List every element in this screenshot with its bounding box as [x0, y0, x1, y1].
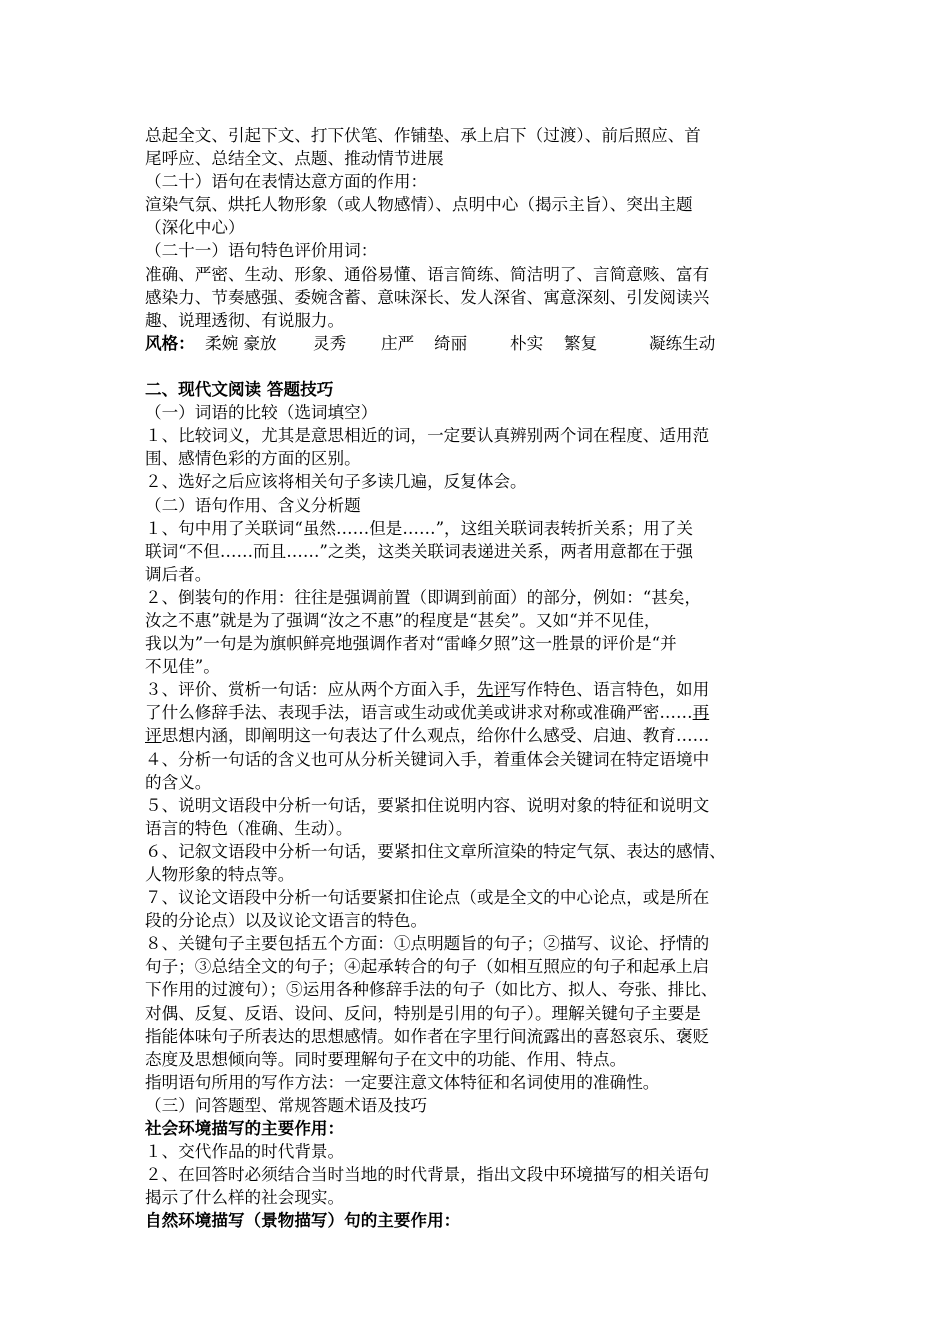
text-line: １、比较词义，尤其是意思相近的词，一定要认真辨别两个词在程度、适用范 [145, 426, 710, 446]
section-heading: 二、现代文阅读 答题技巧 [145, 380, 334, 400]
text-line: 不见佳”。 [145, 657, 220, 677]
text-line: 的含义。 [145, 772, 212, 792]
text-line: ２、在回答时必须结合当时当地的时代背景，指出文段中环境描写的相关语句 [145, 1165, 710, 1185]
text-line: ５、说明文语段中分析一句话，要紧扣住说明内容、说明对象的特征和说明文 [145, 795, 710, 815]
text-line: （二）语句作用、含义分析题 [145, 495, 361, 515]
text-line: 趣、说理透彻、有说服力。 [145, 310, 345, 330]
text-line: 总起全文、引起下文、打下伏笔、作铺垫、承上启下（过渡）、前后照应、首 [145, 126, 701, 145]
text-line: 段的分论点）以及议论文语言的特色。 [145, 911, 428, 931]
text-line: 下作用的过渡句）；⑤运用各种修辞手法的句子（如比方、拟人、夸张、排比、 [145, 980, 718, 1000]
style-word: 繁复 [564, 333, 598, 353]
text-line: 指明语句所用的写作方法：一定要注意文体特征和名词使用的准确性。 [145, 1072, 660, 1092]
style-word: 凝练生动 [649, 333, 716, 353]
text-line: 汝之不惠”就是为了强调“汝之不惠”的程度是“甚矣”。又如“并不见佳， [145, 610, 661, 630]
text-line: （二十一）语句特色评价用词： [145, 241, 378, 261]
text-line: ７、议论文语段中分析一句话要紧扣住论点（或是全文的中心论点，或是所在 [145, 888, 710, 908]
text-line: 我以为”一句是为旗帜鲜亮地强调作者对“雷峰夕照”这一胜景的评价是“并 [145, 634, 677, 654]
text-line: 对偶、反复、反语、设问、反问，特别是引用的句子）。理解关键句子主要是 [145, 1003, 701, 1023]
underlined-text: 先评 [476, 680, 511, 700]
text-run: 思想内涵，即阐明这一句表达了什么观点，给你什么感受、启迪、教育…… [161, 726, 710, 746]
text-line: （深化中心） [145, 218, 245, 238]
text-line: 感染力、节奏感强、委婉含蓄、意味深长、发人深省、寓意深刻、引发阅读兴 [145, 287, 710, 307]
text-run: ３、评价、赏析一句话：应从两个方面入手， [145, 680, 477, 700]
text-run: 了什么修辞手法、表现手法，语言或生动或优美或讲求对称或准确严密…… [145, 703, 693, 723]
intro-paragraphs [145, 124, 813, 332]
underlined-text: 再 [692, 703, 710, 723]
text-line: 联词“不但……而且……”之类，这类关联词表递进关系，两者用意都在于强 [145, 541, 693, 561]
text-line: １、交代作品的时代背景。 [145, 1142, 345, 1162]
style-word: 灵秀 [313, 333, 347, 353]
text-line: 句子；③总结全文的句子；④起承转合的句子（如相互照应的句子和起承上启 [145, 957, 710, 977]
style-row [145, 332, 813, 355]
text-line: （一）词语的比较（选词填空） [145, 403, 378, 423]
text-line: 尾呼应、总结全文、点题、推动情节进展 [145, 149, 444, 169]
text-run: 写作特色、语言特色，如用 [510, 680, 710, 700]
text-line: 围、感情色彩的方面的区别。 [145, 449, 361, 469]
subsection-heading: 自然环境描写（景物描写）句的主要作用： [145, 1211, 461, 1231]
text-line: 指能体味句子所表达的思想感情。如作者在字里行间流露出的喜怒哀乐、褒贬 [145, 1026, 710, 1046]
text-line: 渲染气氛、烘托人物形象（或人物感情）、点明中心（揭示主旨）、突出主题 [145, 195, 693, 215]
text-line: 揭示了什么样的社会现实。 [145, 1188, 345, 1208]
text-line: ６、记叙文语段中分析一句话，要紧扣住文章所渲染的特定气氛、表达的感情、 [145, 841, 726, 861]
text-line: 调后者。 [145, 564, 212, 584]
style-word: 庄严 [381, 333, 415, 353]
text-line: 准确、严密、生动、形象、通俗易懂、语言简练、简洁明了、言简意赅、富有 [145, 264, 710, 284]
subsection-heading: 社会环境描写的主要作用： [145, 1119, 345, 1139]
text-line: １、句中用了关联词“虽然……但是……”，这组关联词表转折关系；用了关 [145, 518, 693, 538]
style-label: 风格： [145, 333, 195, 353]
text-line: （二十）语句在表情达意方面的作用： [145, 172, 428, 192]
style-word: 柔婉 豪放 [205, 333, 277, 353]
document-page [145, 124, 813, 1233]
style-word: 绮丽 [434, 333, 468, 353]
underlined-text: 评 [145, 726, 162, 746]
style-word: 朴实 [510, 333, 544, 353]
text-line [145, 724, 813, 747]
text-line: ８、关键句子主要包括五个方面：①点明题旨的句子；②描写、议论、抒情的 [145, 934, 710, 954]
text-line [145, 701, 813, 724]
text-line: 态度及思想倾向等。同时要理解句子在文中的功能、作用、特点。 [145, 1049, 627, 1069]
text-line [145, 678, 813, 701]
text-line: （三）问答题型、常规答题术语及技巧 [145, 1095, 428, 1115]
text-line: ２、选好之后应该将相关句子多读几遍，反复体会。 [145, 472, 527, 492]
section-body [145, 401, 813, 1117]
blank-line [145, 355, 813, 378]
text-line: ２、倒装句的作用：往往是强调前置（即调到前面）的部分，例如：“甚矣， [145, 587, 702, 607]
text-line: 语言的特色（准确、生动）。 [145, 818, 353, 838]
text-line: ４、分析一句话的含义也可从分析关键词入手，着重体会关键词在特定语境中 [145, 749, 710, 769]
text-line: 人物形象的特点等。 [145, 865, 295, 884]
